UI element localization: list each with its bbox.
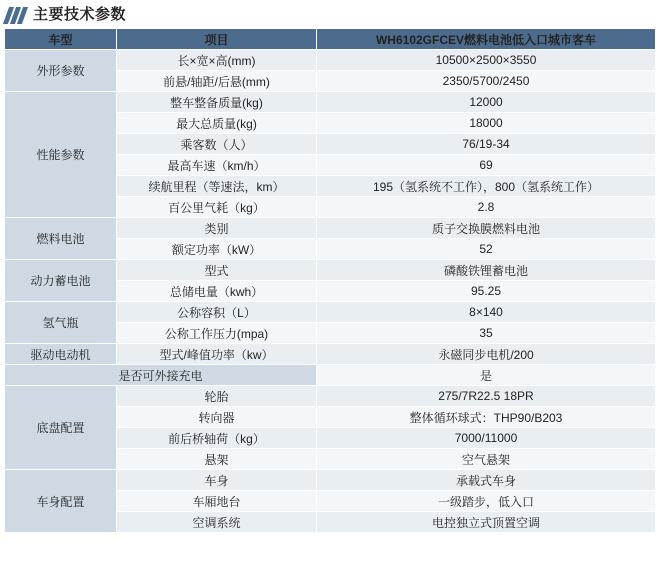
row-value: 275/7R22.5 18PR [317,386,656,407]
row-value: 69 [317,155,656,176]
row-value: 7000/11000 [317,428,656,449]
specifications-table [4,28,656,533]
row-category: 氢气瓶 [5,302,117,344]
row-value: 质子交换膜燃料电池 [317,218,656,239]
row-value: 12000 [317,92,656,113]
row-category: 性能参数 [5,92,117,218]
table-row [5,386,656,407]
row-item-label: 车厢地台 [117,491,317,512]
row-item-label: 公称工作压力(mpa) [117,323,317,344]
table-row [5,260,656,281]
row-item-label: 公称容积（L） [117,302,317,323]
row-value: 永磁同步电机/200 [317,344,656,365]
row-value: 是 [317,365,656,386]
row-item-label: 转向器 [117,407,317,428]
table-row [5,92,656,113]
row-value: 35 [317,323,656,344]
row-item-label: 型式 [117,260,317,281]
row-value: 一级踏步，低入口 [317,491,656,512]
page-title-bar [0,0,659,28]
column-header-category: 车型 [5,29,117,50]
row-value: 8×140 [317,302,656,323]
table-row [5,50,656,71]
table-header-row [5,29,656,50]
row-value: 18000 [317,113,656,134]
row-item-label: 轮胎 [117,386,317,407]
row-value: 76/19-34 [317,134,656,155]
row-value: 52 [317,239,656,260]
table-row [5,344,656,365]
page-title: 主要技术参数 [33,6,127,23]
row-item-label: 悬架 [117,449,317,470]
row-item-label: 最大总质量(kg) [117,113,317,134]
row-category: 是否可外接充电 [5,365,317,386]
table-body [5,29,656,533]
row-item-label: 额定功率（kW） [117,239,317,260]
row-value: 2.8 [317,197,656,218]
table-row [5,302,656,323]
row-item-label: 前后桥轴荷（kg） [117,428,317,449]
row-item-label: 型式/峰值功率（kw） [117,344,317,365]
row-item-label: 长×宽×高(mm) [117,50,317,71]
row-item-label: 续航里程（等速法，km） [117,176,317,197]
row-item-label: 总储电量（kwh） [117,281,317,302]
row-value: 承载式车身 [317,470,656,491]
row-value: 2350/5700/2450 [317,71,656,92]
row-item-label: 整车整备质量(kg) [117,92,317,113]
triple-slash-icon [6,7,26,24]
row-value: 电控独立式顶置空调 [317,512,656,533]
row-category: 动力蓄电池 [5,260,117,302]
row-category: 车身配置 [5,470,117,533]
row-category: 驱动电动机 [5,344,117,365]
row-value: 95.25 [317,281,656,302]
table-row [5,470,656,491]
row-item-label: 前悬/轴距/后悬(mm) [117,71,317,92]
row-value: 195（氢系统不工作），800（氢系统工作） [317,176,656,197]
row-category: 外形参数 [5,50,117,92]
row-value: 10500×2500×3550 [317,50,656,71]
row-item-label: 最高车速（km/h） [117,155,317,176]
row-item-label: 乘客数（人） [117,134,317,155]
row-item-label: 百公里气耗（kg） [117,197,317,218]
table-row [5,365,656,386]
row-category: 燃料电池 [5,218,117,260]
column-header-value: WH6102GFCEV燃料电池低入口城市客车 [317,29,656,50]
table-row [5,218,656,239]
row-item-label: 车身 [117,470,317,491]
row-item-label: 空调系统 [117,512,317,533]
row-value: 整体循环球式：THP90/B203 [317,407,656,428]
row-value: 空气悬架 [317,449,656,470]
row-category: 底盘配置 [5,386,117,470]
column-header-item: 项目 [117,29,317,50]
row-item-label: 类别 [117,218,317,239]
row-value: 磷酸铁锂蓄电池 [317,260,656,281]
